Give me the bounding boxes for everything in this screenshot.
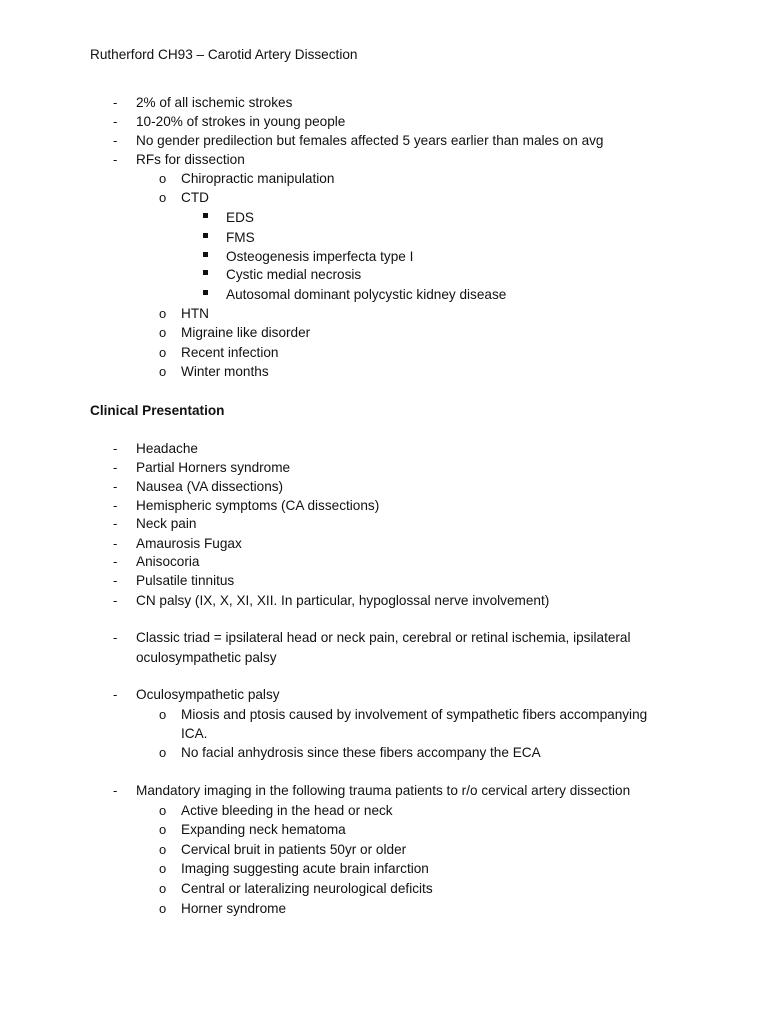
square-bullet — [203, 233, 208, 238]
sub-sub-list-item: FMS — [226, 230, 255, 245]
symptom-item: Amaurosis Fugax — [136, 536, 242, 551]
symptom-item: Headache — [136, 441, 198, 456]
circle-bullet: o — [159, 803, 167, 818]
dash-bullet: - — [113, 687, 118, 702]
list-item: 2% of all ischemic strokes — [136, 95, 293, 110]
sub-list-item: Chiropractic manipulation — [181, 171, 335, 186]
dash-bullet: - — [113, 783, 118, 798]
sub-list-item: HTN — [181, 306, 209, 321]
circle-bullet: o — [159, 745, 167, 760]
sub-list-item: No facial anhydrosis since these fibers accompany the ECA — [181, 745, 541, 760]
circle-bullet: o — [159, 901, 167, 916]
dash-bullet: - — [113, 536, 118, 551]
sub-list-item: Imaging suggesting acute brain infarction — [181, 861, 429, 876]
sub-list-item: Horner syndrome — [181, 901, 287, 916]
sub-list-item: Recent infection — [181, 345, 279, 360]
dash-bullet: - — [113, 114, 118, 129]
circle-bullet: o — [159, 171, 167, 186]
symptom-item: Nausea (VA dissections) — [136, 479, 284, 494]
dash-bullet: - — [113, 593, 118, 608]
sub-sub-list-item: Osteogenesis imperfecta type I — [226, 249, 414, 264]
square-bullet — [203, 252, 208, 257]
sub-list-item: Migraine like disorder — [181, 325, 311, 340]
symptom-item: Hemispheric symptoms (CA dissections) — [136, 498, 380, 513]
list-item: Mandatory imaging in the following trauma patients to r/o cervical artery dissection — [136, 783, 631, 798]
circle-bullet: o — [159, 364, 167, 379]
dash-bullet: - — [113, 573, 118, 588]
sub-list-item: CTD — [181, 190, 209, 205]
dash-bullet: - — [113, 460, 118, 475]
sub-sub-list-item: Autosomal dominant polycystic kidney disease — [226, 287, 507, 302]
square-bullet — [203, 290, 208, 295]
dash-bullet: - — [113, 133, 118, 148]
sub-list-item: Cervical bruit in patients 50yr or older — [181, 842, 407, 857]
circle-bullet: o — [159, 306, 167, 321]
list-item: Oculosympathetic palsy — [136, 687, 280, 702]
circle-bullet: o — [159, 707, 167, 722]
symptom-item: Pulsatile tinnitus — [136, 573, 235, 588]
square-bullet — [203, 213, 208, 218]
circle-bullet: o — [159, 861, 167, 876]
list-item: 10-20% of strokes in young people — [136, 114, 346, 129]
page-title: Rutherford CH93 – Carotid Artery Dissection — [90, 47, 358, 62]
sub-list-item: Expanding neck hematoma — [181, 822, 346, 837]
sub-list-item-continuation: ICA. — [181, 726, 208, 741]
dash-bullet: - — [113, 441, 118, 456]
dash-bullet: - — [113, 95, 118, 110]
circle-bullet: o — [159, 842, 167, 857]
circle-bullet: o — [159, 345, 167, 360]
dash-bullet: - — [113, 498, 118, 513]
sub-list-item: Central or lateralizing neurological deficits — [181, 881, 433, 896]
section-heading: Clinical Presentation — [90, 403, 225, 418]
dash-bullet: - — [113, 516, 118, 531]
dash-bullet: - — [113, 554, 118, 569]
list-item: No gender predilection but females affected 5 years earlier than males on avg — [136, 133, 604, 148]
sub-list-item: Miosis and ptosis caused by involvement of sympathetic fibers accompanying — [181, 707, 648, 722]
sub-sub-list-item: Cystic medial necrosis — [226, 267, 362, 282]
dash-bullet: - — [113, 152, 118, 167]
triad-line: oculosympathetic palsy — [136, 650, 277, 665]
sub-list-item: Active bleeding in the head or neck — [181, 803, 393, 818]
sub-sub-list-item: EDS — [226, 210, 254, 225]
sub-list-item: Winter months — [181, 364, 269, 379]
dash-bullet: - — [113, 630, 118, 645]
circle-bullet: o — [159, 190, 167, 205]
dash-bullet: - — [113, 479, 118, 494]
symptom-item: Anisocoria — [136, 554, 200, 569]
list-item: RFs for dissection — [136, 152, 245, 167]
symptom-item: CN palsy (IX, X, XI, XII. In particular, hypoglossal nerve involvement) — [136, 593, 550, 608]
symptom-item: Neck pain — [136, 516, 197, 531]
circle-bullet: o — [159, 881, 167, 896]
triad-line: Classic triad = ipsilateral head or neck pain, cerebral or retinal ischemia, ipsilateral — [136, 630, 631, 645]
symptom-item: Partial Horners syndrome — [136, 460, 291, 475]
circle-bullet: o — [159, 325, 167, 340]
square-bullet — [203, 270, 208, 275]
circle-bullet: o — [159, 822, 167, 837]
